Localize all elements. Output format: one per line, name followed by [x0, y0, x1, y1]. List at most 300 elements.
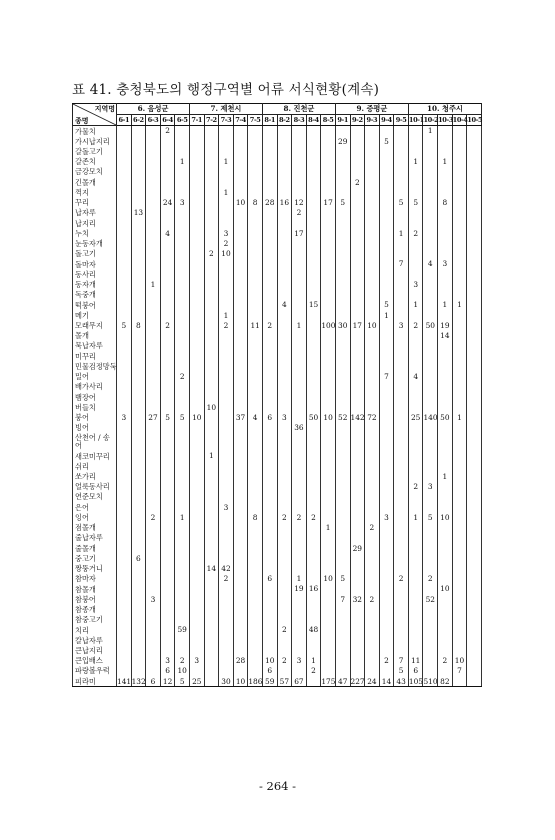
- count-cell: [379, 605, 394, 615]
- station-header: 8-5: [322, 115, 334, 124]
- count-cell: 28: [262, 198, 277, 208]
- count-cell: 5: [379, 136, 394, 146]
- count-cell: [292, 472, 307, 482]
- count-cell: [452, 533, 467, 543]
- count-cell: [160, 177, 175, 187]
- count-cell: [335, 615, 350, 625]
- count-cell: [262, 502, 277, 512]
- count-cell: 2: [219, 239, 234, 249]
- count-cell: [204, 208, 219, 218]
- count-cell: [292, 157, 307, 167]
- count-cell: [350, 502, 365, 512]
- count-cell: 6: [160, 666, 175, 676]
- count-cell: [117, 423, 132, 433]
- count-cell: [452, 280, 467, 290]
- count-cell: 227: [350, 676, 365, 686]
- count-cell: [350, 512, 365, 522]
- count-cell: [452, 392, 467, 402]
- count-cell: [394, 331, 409, 341]
- count-cell: [423, 402, 438, 412]
- count-cell: [146, 625, 161, 635]
- count-cell: [292, 146, 307, 156]
- count-cell: [292, 461, 307, 471]
- count-cell: [131, 574, 146, 584]
- count-cell: [219, 361, 234, 371]
- count-cell: 2: [350, 177, 365, 187]
- species-name: 누치: [73, 228, 117, 238]
- count-cell: [219, 472, 234, 482]
- count-cell: [335, 666, 350, 676]
- count-cell: [292, 645, 307, 655]
- count-cell: [175, 208, 190, 218]
- count-cell: [365, 574, 380, 584]
- count-cell: [394, 461, 409, 471]
- count-cell: [204, 492, 219, 502]
- count-cell: [146, 382, 161, 392]
- count-cell: [248, 290, 263, 300]
- count-cell: [204, 392, 219, 402]
- count-cell: 140: [423, 412, 438, 422]
- count-cell: [350, 136, 365, 146]
- species-name: 떡붕어: [73, 300, 117, 310]
- count-cell: 2: [365, 523, 380, 533]
- table-row: [73, 543, 482, 553]
- count-cell: [365, 249, 380, 259]
- count-cell: [189, 341, 204, 351]
- species-name: 붕어: [73, 413, 117, 423]
- count-cell: [204, 310, 219, 320]
- count-cell: [335, 635, 350, 645]
- count-cell: [248, 331, 263, 341]
- count-cell: [204, 656, 219, 666]
- count-cell: [131, 249, 146, 259]
- count-cell: [452, 269, 467, 279]
- count-cell: [408, 177, 423, 187]
- count-cell: [467, 198, 482, 208]
- count-cell: [204, 198, 219, 208]
- count-cell: [292, 259, 307, 269]
- count-cell: [204, 341, 219, 351]
- count-cell: [321, 218, 336, 228]
- species-name: 새코미꾸리: [73, 451, 117, 461]
- count-cell: [394, 126, 409, 137]
- count-cell: [335, 167, 350, 177]
- count-cell: [350, 351, 365, 361]
- count-cell: [467, 157, 482, 167]
- count-cell: [131, 533, 146, 543]
- count-cell: [423, 656, 438, 666]
- count-cell: [394, 280, 409, 290]
- count-cell: [160, 157, 175, 167]
- count-cell: [175, 300, 190, 310]
- count-cell: [306, 249, 321, 259]
- count-cell: [467, 208, 482, 218]
- count-cell: [131, 351, 146, 361]
- count-cell: [146, 564, 161, 574]
- count-cell: [219, 382, 234, 392]
- count-cell: [365, 239, 380, 249]
- count-cell: [117, 239, 132, 249]
- count-cell: [321, 239, 336, 249]
- count-cell: [394, 645, 409, 655]
- count-cell: [438, 402, 453, 412]
- count-cell: [379, 331, 394, 341]
- count-cell: [204, 136, 219, 146]
- count-cell: [248, 656, 263, 666]
- count-cell: [408, 259, 423, 269]
- count-cell: [189, 523, 204, 533]
- count-cell: [408, 433, 423, 451]
- count-cell: 30: [219, 676, 234, 687]
- count-cell: [350, 310, 365, 320]
- count-cell: [350, 228, 365, 238]
- count-cell: 8: [248, 198, 263, 208]
- count-cell: [131, 259, 146, 269]
- count-cell: [365, 351, 380, 361]
- count-cell: [262, 228, 277, 238]
- count-cell: [233, 136, 248, 146]
- count-cell: [306, 605, 321, 615]
- count-cell: [438, 177, 453, 187]
- count-cell: [248, 341, 263, 351]
- count-cell: [423, 392, 438, 402]
- count-cell: 2: [175, 656, 190, 666]
- count-cell: [248, 451, 263, 461]
- count-cell: [262, 126, 277, 137]
- count-cell: [350, 605, 365, 615]
- region-header: 7. 제천시: [189, 104, 262, 115]
- count-cell: [467, 136, 482, 146]
- page-number: - 264 -: [258, 779, 297, 793]
- count-cell: [423, 635, 438, 645]
- count-cell: [175, 249, 190, 259]
- count-cell: [248, 239, 263, 249]
- count-cell: 32: [350, 594, 365, 604]
- count-cell: [467, 645, 482, 655]
- count-cell: [189, 402, 204, 412]
- count-cell: [131, 126, 146, 137]
- count-cell: [306, 482, 321, 492]
- count-cell: [379, 584, 394, 594]
- count-cell: [204, 482, 219, 492]
- count-cell: 142: [350, 412, 365, 422]
- count-cell: 47: [335, 676, 350, 687]
- table-row: [73, 512, 482, 522]
- count-cell: [262, 259, 277, 269]
- count-cell: [233, 502, 248, 512]
- species-name: 갈돌고기: [73, 146, 117, 156]
- table-row: [73, 372, 482, 382]
- count-cell: [219, 259, 234, 269]
- count-cell: [233, 228, 248, 238]
- count-cell: [467, 413, 482, 423]
- count-cell: [219, 177, 234, 187]
- count-cell: [321, 645, 336, 655]
- count-cell: 1: [219, 310, 234, 320]
- count-cell: [438, 533, 453, 543]
- count-cell: [262, 136, 277, 146]
- count-cell: [438, 392, 453, 402]
- count-cell: [204, 157, 219, 167]
- count-cell: [248, 402, 263, 412]
- count-cell: [204, 372, 219, 382]
- count-cell: [365, 543, 380, 553]
- table-row: [73, 433, 482, 451]
- count-cell: [408, 461, 423, 471]
- count-cell: [335, 280, 350, 290]
- species-name: 메기: [73, 310, 117, 320]
- count-cell: [350, 392, 365, 402]
- count-cell: [233, 331, 248, 341]
- count-cell: [394, 187, 409, 197]
- table-row: [73, 666, 482, 676]
- species-name: 연준모치: [73, 492, 117, 502]
- count-cell: [408, 361, 423, 371]
- count-cell: 10: [321, 574, 336, 584]
- count-cell: [233, 584, 248, 594]
- count-cell: [306, 198, 321, 208]
- count-cell: [233, 564, 248, 574]
- count-cell: [189, 594, 204, 604]
- count-cell: [467, 239, 482, 249]
- count-cell: [131, 594, 146, 604]
- count-cell: [321, 259, 336, 269]
- count-cell: [131, 492, 146, 502]
- count-cell: [408, 543, 423, 553]
- count-cell: [438, 280, 453, 290]
- count-cell: [379, 198, 394, 208]
- count-cell: 1: [438, 472, 453, 482]
- count-cell: [277, 472, 292, 482]
- count-cell: [321, 451, 336, 461]
- count-cell: [365, 553, 380, 563]
- count-cell: [248, 584, 263, 594]
- count-cell: 1: [292, 574, 307, 584]
- count-cell: [146, 492, 161, 502]
- count-cell: 3: [438, 259, 453, 269]
- count-cell: [277, 382, 292, 392]
- count-cell: [292, 361, 307, 371]
- species-name: 줄몰개: [73, 543, 117, 553]
- count-cell: [131, 564, 146, 574]
- count-cell: [423, 533, 438, 543]
- station-header: 9-1: [337, 115, 349, 124]
- count-cell: [365, 341, 380, 351]
- count-cell: [423, 249, 438, 259]
- count-cell: [350, 218, 365, 228]
- count-cell: [189, 259, 204, 269]
- count-cell: [262, 208, 277, 218]
- count-cell: [146, 615, 161, 625]
- count-cell: 3: [292, 656, 307, 666]
- count-cell: [233, 372, 248, 382]
- count-cell: [335, 423, 350, 433]
- count-cell: [131, 361, 146, 371]
- count-cell: [394, 482, 409, 492]
- table-row: [73, 656, 482, 666]
- count-cell: [262, 423, 277, 433]
- count-cell: [438, 594, 453, 604]
- count-cell: [379, 177, 394, 187]
- count-cell: [219, 351, 234, 361]
- station-header: 9-3: [366, 115, 378, 124]
- count-cell: 2: [408, 482, 423, 492]
- count-cell: [423, 331, 438, 341]
- count-cell: [277, 331, 292, 341]
- count-cell: [248, 249, 263, 259]
- count-cell: [394, 451, 409, 461]
- count-cell: [248, 472, 263, 482]
- count-cell: [365, 269, 380, 279]
- count-cell: 2: [262, 320, 277, 330]
- count-cell: [379, 451, 394, 461]
- count-cell: [292, 310, 307, 320]
- count-cell: [321, 564, 336, 574]
- count-cell: [394, 423, 409, 433]
- count-cell: 67: [292, 676, 307, 687]
- count-cell: [219, 433, 234, 451]
- count-cell: [189, 574, 204, 584]
- species-name: 납자루: [73, 208, 117, 218]
- table-row: [73, 177, 482, 187]
- corner-region-label: 지역명: [94, 104, 115, 113]
- count-cell: [189, 126, 204, 137]
- count-cell: [438, 290, 453, 300]
- count-cell: [438, 249, 453, 259]
- count-cell: [467, 228, 482, 238]
- count-cell: 19: [292, 584, 307, 594]
- count-cell: [292, 594, 307, 604]
- count-cell: [350, 451, 365, 461]
- count-cell: [204, 574, 219, 584]
- count-cell: [379, 533, 394, 543]
- count-cell: [335, 533, 350, 543]
- count-cell: 17: [321, 198, 336, 208]
- count-cell: [379, 341, 394, 351]
- count-cell: [233, 218, 248, 228]
- count-cell: [204, 433, 219, 451]
- count-cell: [233, 625, 248, 635]
- count-cell: 1: [452, 413, 467, 423]
- count-cell: [248, 361, 263, 371]
- count-cell: 6: [262, 666, 277, 676]
- species-name: 참마자: [73, 574, 117, 584]
- count-cell: [408, 126, 423, 137]
- count-cell: [365, 218, 380, 228]
- station-header: 9-2: [351, 115, 363, 124]
- count-cell: [350, 198, 365, 208]
- count-cell: [292, 402, 307, 412]
- count-cell: [335, 512, 350, 522]
- count-cell: [160, 392, 175, 402]
- fish-habitat-table: [72, 103, 482, 687]
- count-cell: [335, 523, 350, 533]
- count-cell: [292, 605, 307, 615]
- count-cell: [233, 423, 248, 433]
- count-cell: [131, 218, 146, 228]
- count-cell: [262, 187, 277, 197]
- station-header: 10-4: [452, 115, 468, 124]
- count-cell: [350, 472, 365, 482]
- count-cell: [365, 433, 380, 451]
- count-cell: [365, 167, 380, 177]
- count-cell: [452, 502, 467, 512]
- count-cell: [277, 177, 292, 187]
- count-cell: [189, 361, 204, 371]
- species-name: 큰입배스: [73, 656, 117, 666]
- count-cell: [117, 198, 132, 208]
- count-cell: [467, 249, 482, 259]
- count-cell: [423, 208, 438, 218]
- count-cell: [292, 290, 307, 300]
- species-name: 민물검정망둑: [73, 361, 117, 371]
- species-name: 산천어 / 송어: [73, 433, 117, 451]
- count-cell: [306, 402, 321, 412]
- count-cell: [277, 492, 292, 502]
- count-cell: [175, 594, 190, 604]
- count-cell: [219, 423, 234, 433]
- count-cell: [262, 372, 277, 382]
- species-name: 긴몰개: [73, 177, 117, 187]
- count-cell: 25: [189, 676, 204, 687]
- table-row: [73, 645, 482, 655]
- count-cell: [204, 533, 219, 543]
- count-cell: [467, 574, 482, 584]
- count-cell: [262, 645, 277, 655]
- count-cell: [408, 249, 423, 259]
- count-cell: [189, 533, 204, 543]
- count-cell: [321, 625, 336, 635]
- count-cell: [452, 523, 467, 533]
- count-cell: 2: [292, 208, 307, 218]
- species-name: 짱뚱거니: [73, 564, 117, 574]
- count-cell: [160, 615, 175, 625]
- count-cell: [117, 351, 132, 361]
- count-cell: [277, 361, 292, 371]
- count-cell: [146, 666, 161, 676]
- count-cell: [379, 461, 394, 471]
- count-cell: [408, 533, 423, 543]
- count-cell: [438, 543, 453, 553]
- count-cell: [467, 482, 482, 492]
- count-cell: [423, 472, 438, 482]
- count-cell: [117, 249, 132, 259]
- table-row: [73, 564, 482, 574]
- count-cell: 100: [321, 320, 336, 330]
- count-cell: [335, 208, 350, 218]
- count-cell: [160, 187, 175, 197]
- count-cell: [233, 605, 248, 615]
- count-cell: [146, 423, 161, 433]
- count-cell: 1: [219, 187, 234, 197]
- count-cell: [467, 382, 482, 392]
- count-cell: [438, 126, 453, 137]
- count-cell: 2: [394, 574, 409, 584]
- count-cell: [306, 269, 321, 279]
- count-cell: 3: [379, 512, 394, 522]
- count-cell: [233, 269, 248, 279]
- count-cell: 10: [233, 198, 248, 208]
- count-cell: [423, 564, 438, 574]
- count-cell: 12: [292, 198, 307, 208]
- count-cell: [277, 533, 292, 543]
- count-cell: [131, 615, 146, 625]
- count-cell: 2: [438, 656, 453, 666]
- count-cell: [394, 372, 409, 382]
- count-cell: [131, 413, 146, 423]
- count-cell: [467, 392, 482, 402]
- count-cell: [467, 472, 482, 482]
